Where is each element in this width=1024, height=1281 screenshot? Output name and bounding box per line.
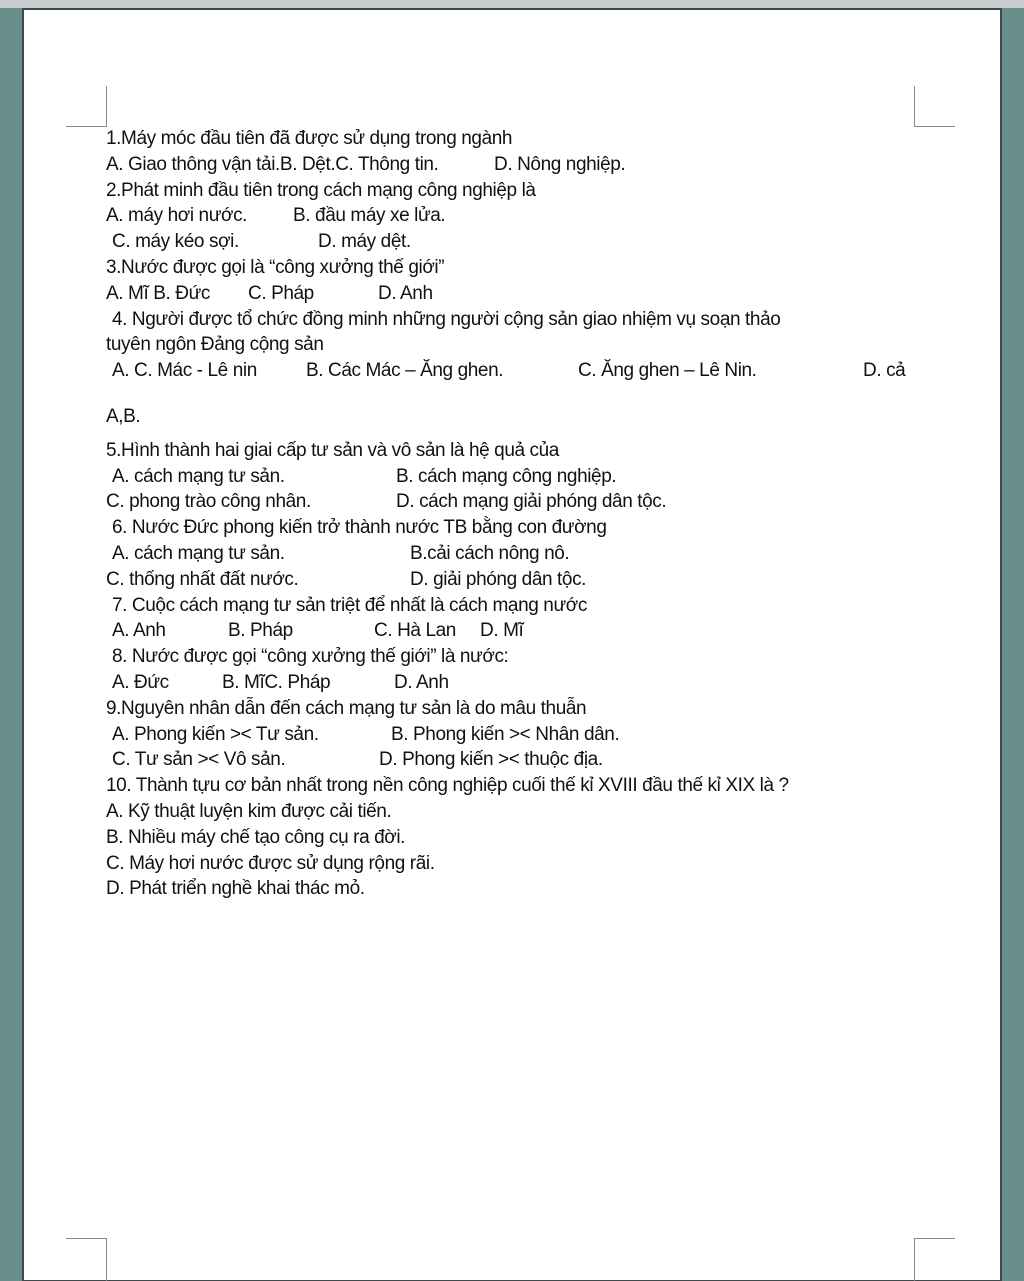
option: D. cách mạng giải phóng dân tộc. [396, 491, 667, 513]
option: C. Ăng ghen – Lê Nin. [578, 360, 757, 382]
question-8-options [106, 670, 926, 696]
option: A. Anh [112, 620, 166, 642]
option: D. Phong kiến >< thuộc địa. [379, 749, 603, 771]
option: D. Mĩ [480, 620, 524, 642]
option: D. Anh [378, 282, 433, 304]
option: C. Hà Lan [374, 620, 456, 642]
option: D. máy dệt. [318, 231, 411, 253]
option: C. Pháp [248, 282, 314, 304]
crop-mark-bottom-right [914, 1238, 955, 1281]
option: A. Giao thông vận tải.B. Dệt.C. Thông tin. [106, 153, 439, 175]
option: D. Anh [394, 671, 449, 693]
option: A,B. [106, 405, 141, 427]
question-3-options [106, 281, 926, 307]
option: A. máy hơi nước. [106, 205, 248, 227]
question-4-continued: tuyên ngôn Đảng cộng sản [106, 334, 324, 356]
question-5-options [106, 489, 926, 515]
option: C. Tư sản >< Vô sản. [112, 749, 286, 771]
option: C. máy kéo sợi. [112, 231, 239, 253]
option: B. MĩC. Pháp [222, 671, 331, 693]
option: A. C. Mác - Lê nin [112, 360, 257, 382]
option: B. cách mạng công nghiệp. [396, 465, 617, 487]
option: B. đầu máy xe lửa. [293, 205, 446, 227]
question-8: 8. Nước được gọi “công xưởng thế giới” là nước: [112, 646, 509, 668]
question-1: 1.Máy móc đầu tiên đã được sử dụng trong ngành [106, 128, 513, 149]
question-10-option-a: A. Kỹ thuật luyện kim được cải tiến. [106, 800, 392, 822]
question-9: 9.Nguyên nhân dẫn đến cách mạng tư sản là do mâu thuẫn [106, 697, 587, 719]
option: A. cách mạng tư sản. [112, 542, 285, 564]
option: B.cải cách nông nô. [410, 542, 570, 564]
option: C. thống nhất đất nước. [106, 568, 299, 590]
option: B. Pháp [228, 620, 293, 642]
option: D. giải phóng dân tộc. [410, 568, 587, 590]
question-4-options [106, 404, 926, 430]
question-10-option-d: D. Phát triển nghề khai thác mỏ. [106, 878, 365, 900]
question-10-option-c: C. Máy hơi nước được sử dụng rộng rãi. [106, 852, 435, 874]
option: B. Phong kiến >< Nhân dân. [391, 723, 620, 745]
question-6-options [106, 541, 926, 567]
question-10: 10. Thành tựu cơ bản nhất trong nền công nghiệp cuối thế kỉ XVIII đầu thế kỉ XIX là ? [106, 775, 789, 797]
option: A. Mĩ B. Đức [106, 282, 210, 304]
document-page [24, 10, 1000, 1280]
option: D. cả [863, 360, 906, 382]
question-2: 2.Phát minh đầu tiên trong cách mạng công nghiệp là [106, 179, 536, 201]
question-2-options [106, 203, 926, 229]
question-10-option-b: B. Nhiều máy chế tạo công cụ ra đời. [106, 826, 406, 848]
crop-mark-top-right [914, 86, 955, 127]
viewer-top-bar [0, 0, 1024, 8]
question-7: 7. Cuộc cách mạng tư sản triệt để nhất là cách mạng nước [112, 594, 587, 616]
question-9-options [106, 747, 926, 773]
crop-mark-bottom-left [66, 1238, 107, 1281]
question-4: 4. Người được tổ chức đồng minh những người cộng sản giao nhiệm vụ soạn thảo [112, 308, 781, 330]
option: D. Nông nghiệp. [494, 153, 626, 175]
option: C. phong trào công nhân. [106, 491, 311, 513]
question-5-options [106, 464, 926, 490]
question-6: 6. Nước Đức phong kiến trở thành nước TB bằng con đường [112, 517, 607, 539]
question-6-options [106, 567, 926, 593]
option: A. cách mạng tư sản. [112, 465, 285, 487]
question-5: 5.Hình thành hai giai cấp tư sản và vô sản là hệ quả của [106, 439, 559, 461]
question-2-options [106, 229, 926, 255]
question-9-options [106, 722, 926, 748]
question-7-options [106, 618, 926, 644]
question-4-options [106, 358, 926, 384]
option: A. Phong kiến >< Tư sản. [112, 723, 319, 745]
option: A. Đức [112, 671, 169, 693]
question-1-options [106, 152, 926, 178]
question-3: 3.Nước được gọi là “công xưởng thế giới” [106, 256, 445, 278]
option: B. Các Mác – Ăng ghen. [306, 360, 504, 382]
crop-mark-top-left [66, 86, 107, 127]
quiz-content [106, 126, 926, 902]
